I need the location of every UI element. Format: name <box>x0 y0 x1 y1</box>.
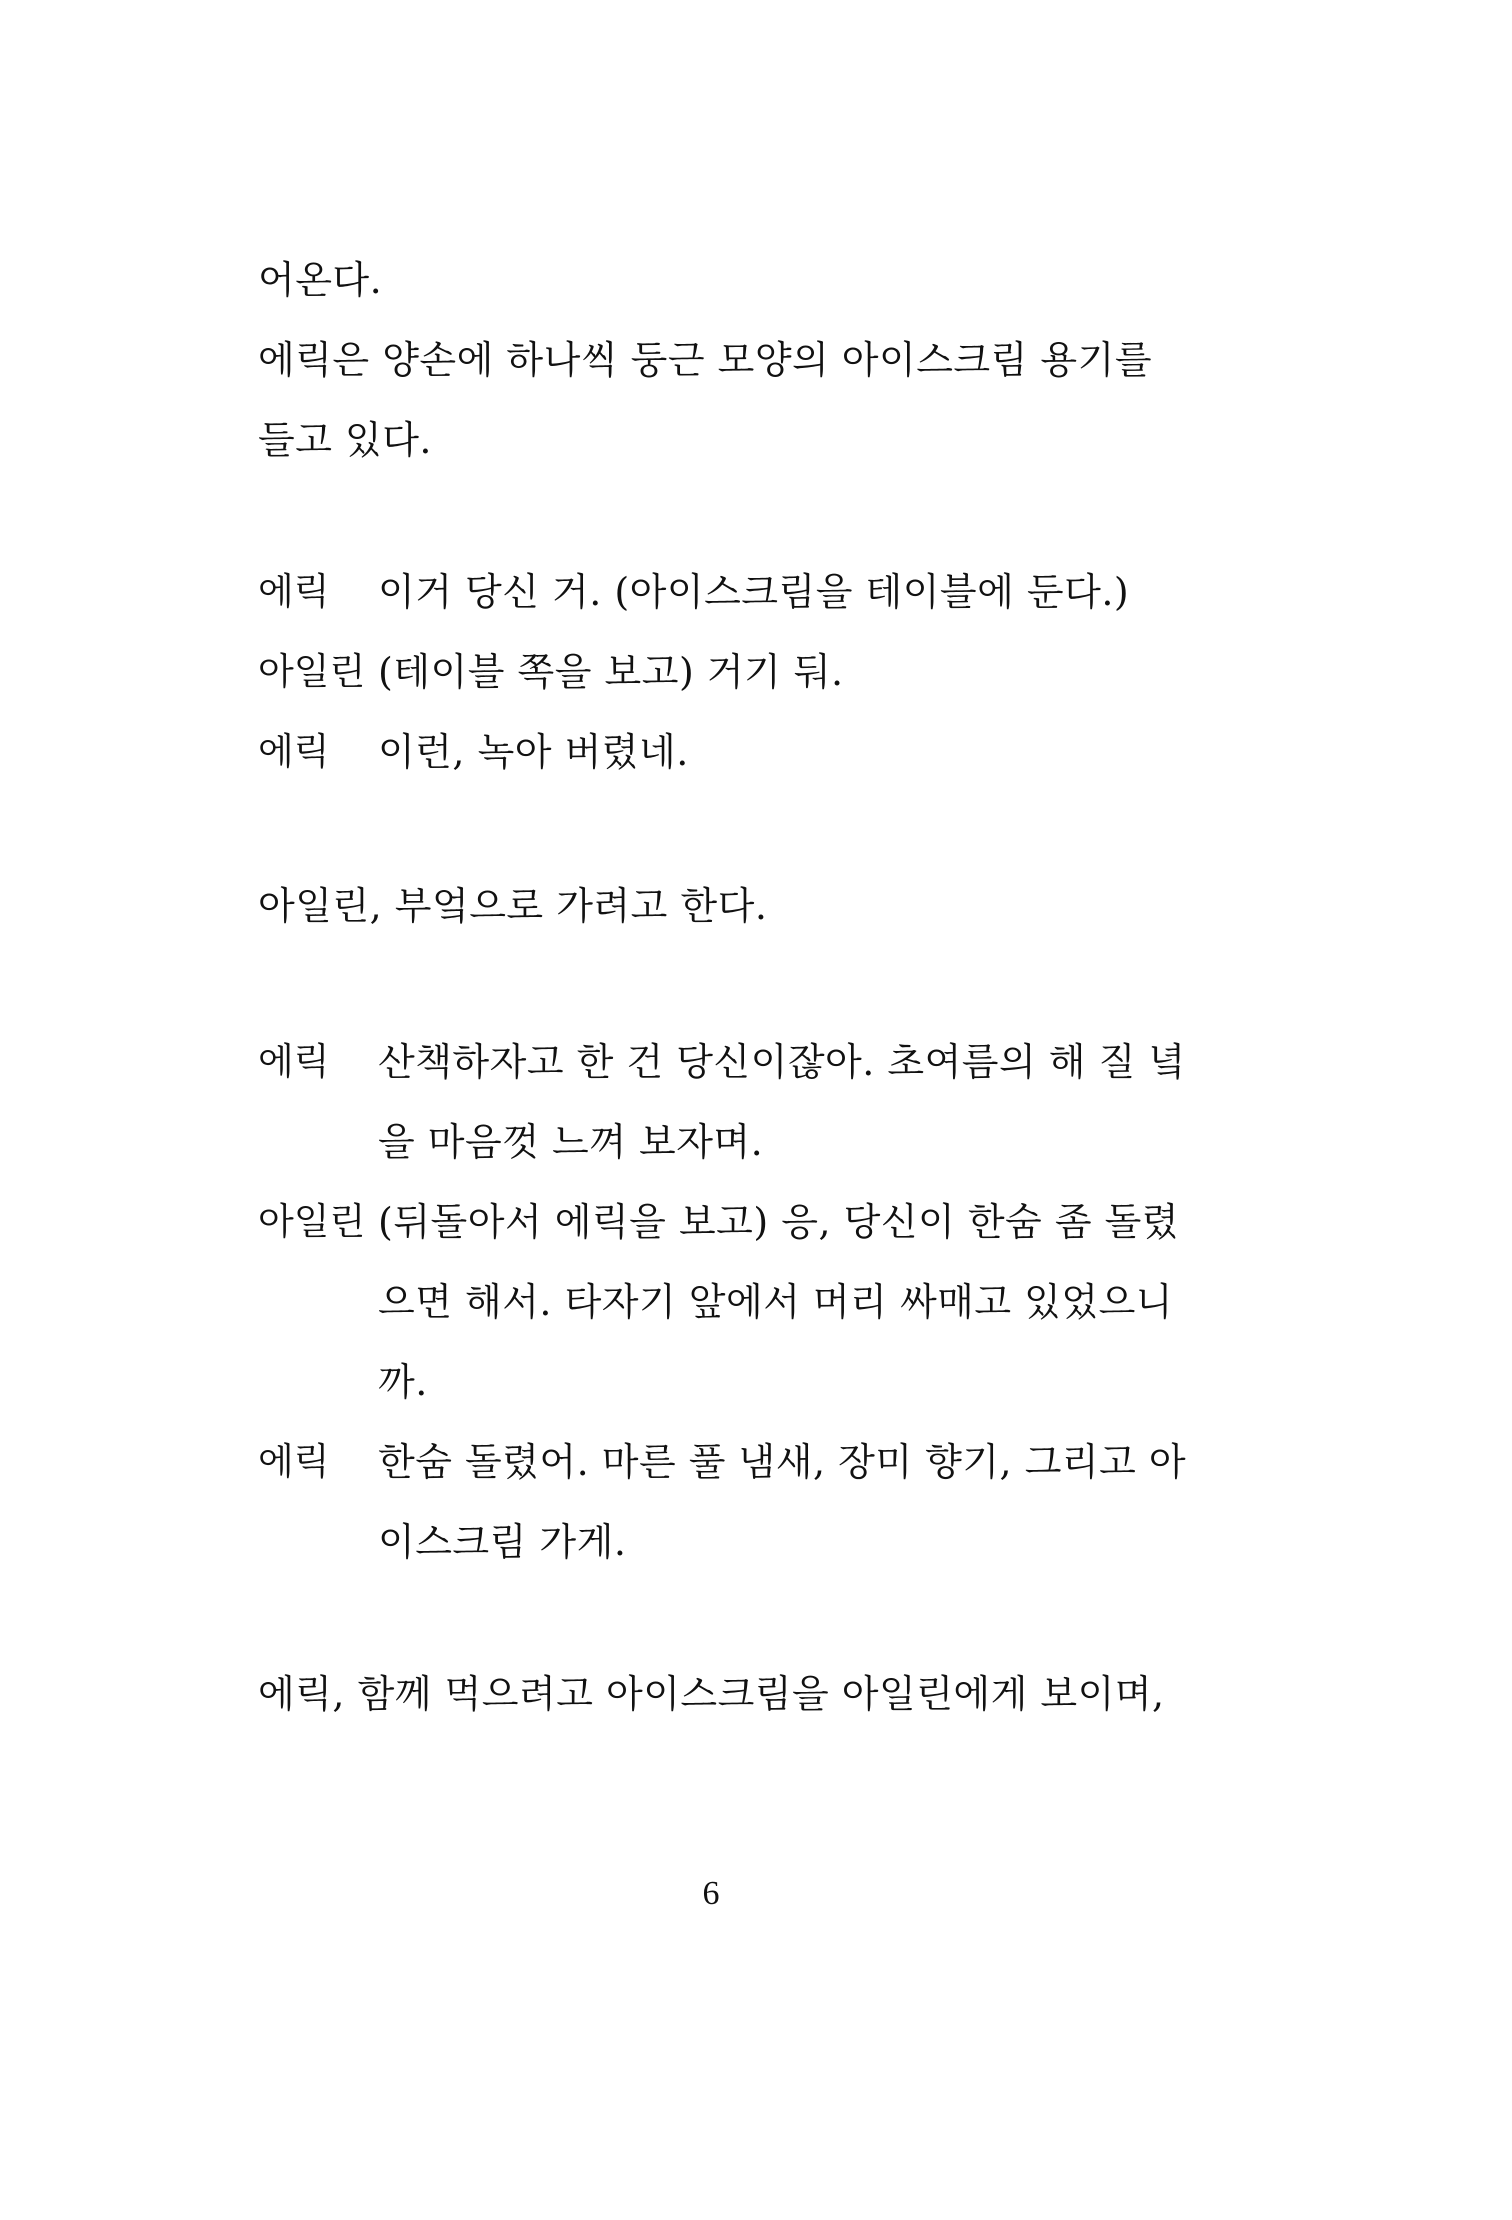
dialogue-line: (테이블 쪽을 보고) 거기 둬. <box>378 650 844 694</box>
speaker-name: 에릭 <box>258 570 330 613</box>
stage-direction-line: 에릭은 양손에 하나씩 둥근 모양의 아이스크림 용기를 <box>258 338 1153 382</box>
speaker-name: 에릭 <box>258 1040 330 1083</box>
stage-direction-line: 어온다. <box>258 258 383 302</box>
dialogue-line: 산책하자고 한 건 당신이잖아. 초여름의 해 질 녘 <box>378 1040 1186 1084</box>
dialogue-continuation: 까. <box>378 1360 428 1404</box>
dialogue-line: (뒤돌아서 에릭을 보고) 응, 당신이 한숨 좀 돌렸 <box>378 1200 1180 1244</box>
dialogue-line: 한숨 돌렸어. 마른 풀 냄새, 장미 향기, 그리고 아 <box>378 1440 1187 1484</box>
dialogue-continuation: 을 마음껏 느껴 보자며. <box>378 1120 764 1164</box>
page-number: 6 <box>702 1875 720 1912</box>
stage-direction-line: 에릭, 함께 먹으려고 아이스크림을 아일린에게 보이며, <box>258 1672 1165 1716</box>
dialogue-line: 이런, 녹아 버렸네. <box>378 730 689 774</box>
dialogue-line: 이거 당신 거. (아이스크림을 테이블에 둔다.) <box>378 570 1130 614</box>
stage-direction-line: 들고 있다. <box>258 418 432 462</box>
speaker-name: 아일린 <box>258 650 366 693</box>
dialogue-continuation: 으면 해서. 타자기 앞에서 머리 싸매고 있었으니 <box>378 1280 1174 1324</box>
speaker-name: 아일린 <box>258 1200 366 1243</box>
speaker-name: 에릭 <box>258 1440 330 1483</box>
speaker-name: 에릭 <box>258 730 330 773</box>
dialogue-continuation: 이스크림 가게. <box>378 1520 627 1564</box>
stage-direction-line: 아일린, 부엌으로 가려고 한다. <box>258 884 768 928</box>
